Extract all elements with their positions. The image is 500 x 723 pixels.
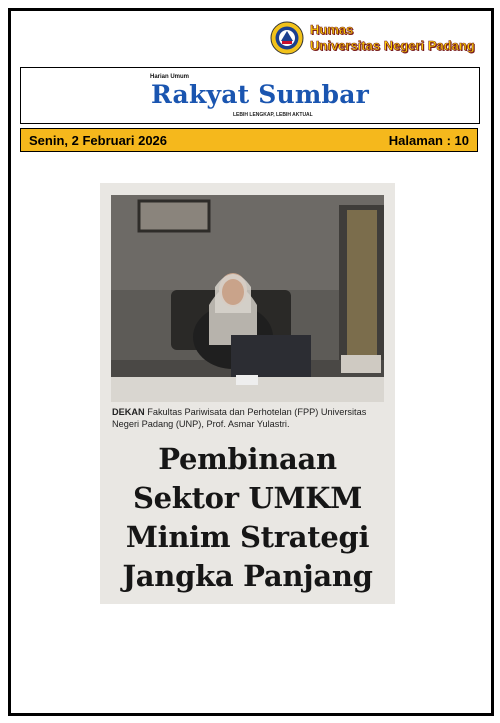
masthead-tagline: LEBIH LENGKAP, LEBIH AKTUAL — [233, 112, 313, 118]
news-photo — [111, 195, 384, 402]
unp-seal-icon — [270, 21, 304, 55]
page-number: Halaman : 10 — [388, 133, 469, 148]
humas-subtitle: Universitas Negeri Padang — [310, 38, 475, 53]
caption-lead: DEKAN — [112, 407, 145, 417]
caption-text: Fakultas Pariwisata dan Perhotelan (FPP) Universitas Negeri Padang (UNP), Prof. Asmar Yulastri. — [112, 407, 367, 429]
photo-caption — [112, 406, 387, 430]
headline-line: Pembinaan — [158, 442, 337, 476]
date-bar — [20, 128, 478, 152]
humas-header — [270, 18, 475, 58]
masthead-harian: Harian Umum — [150, 74, 190, 80]
news-clipping — [100, 183, 395, 604]
publication-date: Senin, 2 Februari 2026 — [29, 133, 168, 148]
headline-line: Jangka Panjang — [122, 559, 373, 593]
newspaper-masthead — [20, 67, 480, 124]
article-headline — [100, 440, 395, 596]
headline-line: Minim Strategi — [125, 520, 370, 554]
humas-title: Humas — [310, 22, 354, 37]
masthead-title: Rakyat Sumbar — [151, 80, 369, 109]
headline-line: Sektor UMKM — [133, 481, 362, 515]
